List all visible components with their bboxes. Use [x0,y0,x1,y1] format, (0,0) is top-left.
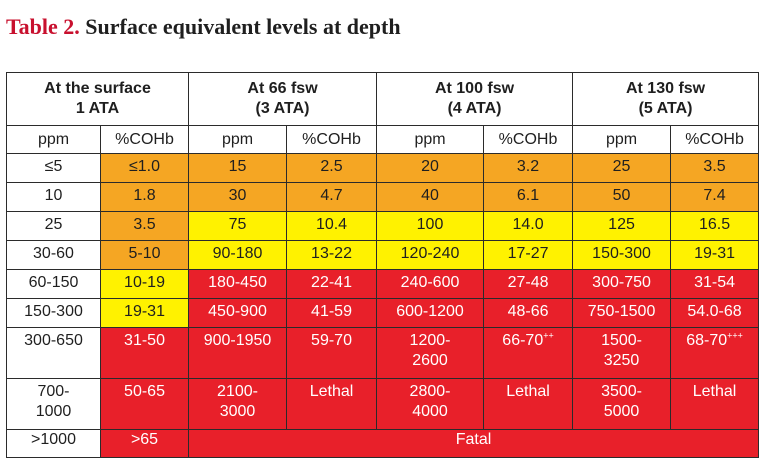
header-row [7,73,759,126]
table-cell: 2100- 3000 [189,379,287,430]
table-cell: 60-150 [7,270,101,299]
table-cell: 100 [377,212,484,241]
table-cell: 25 [7,212,101,241]
footnote-mark: +++ [727,330,743,341]
table-cell: 48-66 [484,299,573,328]
table-cell: 40 [377,183,484,212]
subheader-cell: %COHb [101,126,189,154]
table-cell: >1000 [7,430,101,458]
subheader-cell: %COHb [287,126,377,154]
table-cell: 14.0 [484,212,573,241]
table-cell: 3500- 5000 [573,379,671,430]
subheader-row [7,126,759,154]
table-cell: 75 [189,212,287,241]
table-cell: 25 [573,154,671,183]
table-row [7,430,759,458]
table-cell: 10-19 [101,270,189,299]
table-cell: 30-60 [7,241,101,270]
table-cell: 3.2 [484,154,573,183]
table-caption-title: Surface equivalent levels at depth [85,14,401,39]
table-cell: 30 [189,183,287,212]
table-cell: 7.4 [671,183,759,212]
table-cell-fatal: Fatal [189,430,759,458]
table-cell: 150-300 [573,241,671,270]
table-cell: 3.5 [671,154,759,183]
footnote-mark: ++ [543,330,554,341]
table-cell: 4.7 [287,183,377,212]
table-row [7,154,759,183]
table-caption [6,12,401,46]
table-cell: 1200- 2600 [377,328,484,379]
table-cell: 17-27 [484,241,573,270]
header-66-fsw: At 66 fsw (3 ATA) [189,73,377,126]
table-cell: 900-1950 [189,328,287,379]
table-cell: 2800- 4000 [377,379,484,430]
table-cell: 120-240 [377,241,484,270]
table-row [7,328,759,379]
table-cell: 10.4 [287,212,377,241]
table-cell: 22-41 [287,270,377,299]
table-cell: 300-750 [573,270,671,299]
table-row [7,270,759,299]
table-cell: 1.8 [101,183,189,212]
subheader-cell: ppm [377,126,484,154]
table-cell: 15 [189,154,287,183]
table-cell: 2.5 [287,154,377,183]
table-cell: 600-1200 [377,299,484,328]
header-surface: At the surface 1 ATA [7,73,189,126]
table-cell: 90-180 [189,241,287,270]
table-cell: 450-900 [189,299,287,328]
table-cell: 300-650 [7,328,101,379]
table-row [7,183,759,212]
table-cell: 59-70 [287,328,377,379]
table-row [7,379,759,430]
table-cell: 68-70+++ [671,328,759,379]
table-cell: Lethal [484,379,573,430]
table-cell: Lethal [671,379,759,430]
table-cell: 13-22 [287,241,377,270]
table-cell: 240-600 [377,270,484,299]
table-cell: 41-59 [287,299,377,328]
surface-equivalent-table [6,72,759,458]
table-row [7,212,759,241]
table-caption-label: Table 2. [6,14,80,39]
table-cell: 125 [573,212,671,241]
table-cell: 16.5 [671,212,759,241]
table-cell: 27-48 [484,270,573,299]
table-cell: 5-10 [101,241,189,270]
subheader-cell: ppm [573,126,671,154]
table-cell: 19-31 [671,241,759,270]
subheader-cell: ppm [189,126,287,154]
subheader-cell: ppm [7,126,101,154]
table-cell: 50-65 [101,379,189,430]
table-cell: 19-31 [101,299,189,328]
table-cell: Lethal [287,379,377,430]
table-cell: >65 [101,430,189,458]
subheader-cell: %COHb [484,126,573,154]
table-cell: 50 [573,183,671,212]
table-cell: 150-300 [7,299,101,328]
subheader-cell: %COHb [671,126,759,154]
table-cell: 10 [7,183,101,212]
table-cell: ≤1.0 [101,154,189,183]
table-cell: 6.1 [484,183,573,212]
table-cell: 20 [377,154,484,183]
table-cell: 66-70++ [484,328,573,379]
header-130-fsw: At 130 fsw (5 ATA) [573,73,759,126]
table-cell: 54.0-68 [671,299,759,328]
table-cell: ≤5 [7,154,101,183]
table-row [7,241,759,270]
table-cell: 3.5 [101,212,189,241]
header-100-fsw: At 100 fsw (4 ATA) [377,73,573,126]
table-cell: 1500- 3250 [573,328,671,379]
table-cell: 31-50 [101,328,189,379]
table-cell: 750-1500 [573,299,671,328]
table-cell: 180-450 [189,270,287,299]
table-row [7,299,759,328]
table-cell: 700- 1000 [7,379,101,430]
table-cell: 31-54 [671,270,759,299]
